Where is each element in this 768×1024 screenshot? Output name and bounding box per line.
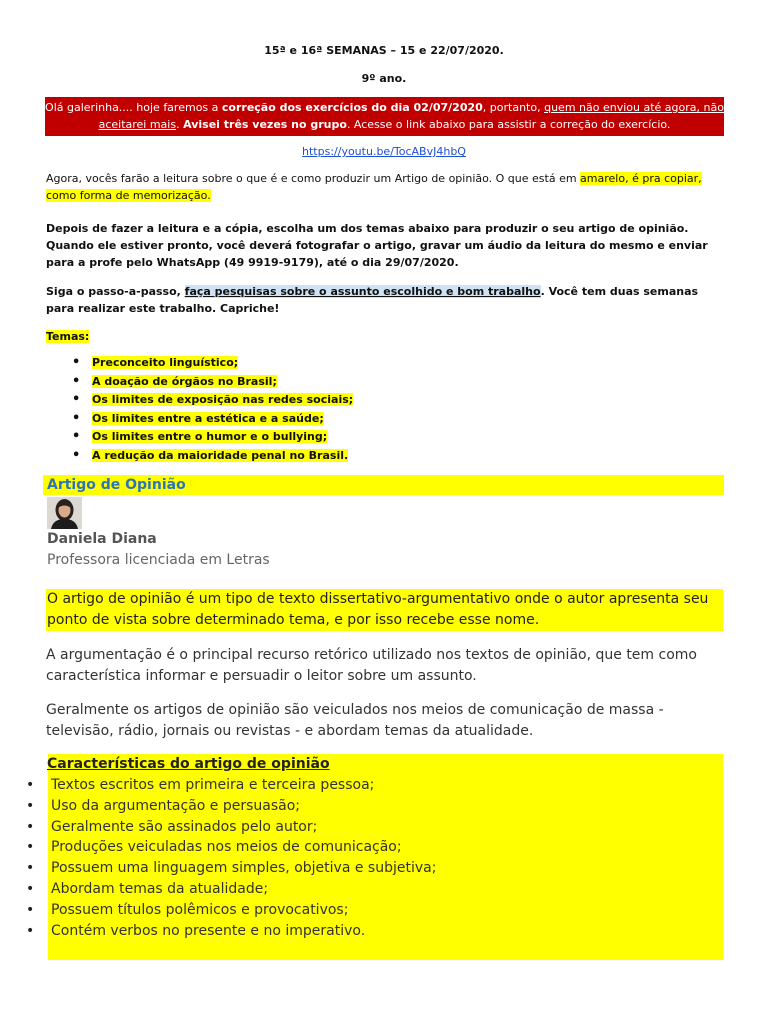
alert-banner (45, 97, 724, 136)
list-item: • Abordam temas da atualidade; (26, 879, 436, 900)
list-item: • Textos escritos em primeira e terceira pessoa; (26, 775, 436, 796)
list-item: • Produções veiculadas nos meios de comunicação; (26, 837, 436, 858)
author-avatar (47, 497, 82, 529)
list-item: • A doação de órgãos no Brasil; (72, 373, 353, 392)
list-item: • Preconceito linguístico; (72, 354, 353, 373)
alert-text: , portanto, (482, 101, 545, 114)
list-item: • Uso da argumentação e persuasão; (26, 796, 436, 817)
list-item: • Os limites de exposição nas redes sociais; (72, 391, 353, 410)
alert-text: . Acesse o link abaixo para assistir a correção do exercício. (346, 118, 671, 131)
list-item: • Geralmente são assinados pelo autor; (26, 817, 436, 838)
article-paragraph: Geralmente os artigos de opinião são veiculados nos meios de comunicação de massa - televisão, rádio, jornais ou revistas - e abordam temas da atualidade. (46, 702, 664, 739)
instructions-paragraph: Depois de fazer a leitura e a cópia, escolha um dos temas abaixo para produzir o seu artigo de opinião. Quando ele estiver pronto, você deverá fotografar o artigo, gravar um áudio da leitura do mesmo e enviar para a profe pelo WhatsApp (49 9919-9179), até o dia 29/07/2020. (46, 222, 708, 269)
steps-paragraph (46, 283, 726, 317)
alert-text: . (176, 118, 184, 131)
page-title: 15ª e 16ª SEMANAS – 15 e 22/07/2020. (264, 44, 504, 57)
temas-label: Temas: (46, 330, 90, 343)
intro-highlight: amarelo, é pra copiar, como forma de memorização. (46, 172, 702, 202)
list-item: • Os limites entre a estética e a saúde; (72, 410, 353, 429)
list-item: • Possuem títulos polêmicos e provocativos; (26, 900, 436, 921)
grade-label: 9º ano. (361, 72, 407, 85)
article-paragraph: A argumentação é o principal recurso retórico utilizado nos textos de opinião, que tem como característica informar e persuadir o leitor sobre um assunto. (46, 647, 697, 684)
temas-list (72, 354, 353, 465)
characteristics-title: Características do artigo de opinião (47, 756, 330, 772)
steps-highlight: faça pesquisas sobre o assunto escolhido e bom trabalho (184, 285, 541, 298)
youtube-link[interactable]: https://youtu.be/TocABvJ4hbQ (302, 145, 466, 158)
characteristics-list (26, 775, 436, 941)
alert-underlined-text: quem não enviou até agora, não aceitarei mais (98, 101, 724, 131)
list-item: • Contém verbos no presente e no imperativo. (26, 921, 436, 942)
alert-bold-text: correção dos exercícios do dia 02/07/2020 (221, 101, 483, 114)
author-role: Professora licenciada em Letras (47, 552, 270, 568)
list-item: • Possuem uma linguagem simples, objetiva e subjetiva; (26, 858, 436, 879)
intro-text: Agora, vocês farão a leitura sobre o que é e como produzir um Artigo de opinião. O que está em (46, 172, 581, 185)
list-item: • Os limites entre o humor e o bullying; (72, 428, 353, 447)
steps-text: . Você tem duas semanas para realizar este trabalho. Capriche! (46, 285, 699, 315)
alert-text: Olá galerinha.... hoje faremos a (45, 101, 222, 114)
alert-bold-text: Avisei três vezes no grupo (183, 118, 347, 131)
author-name: Daniela Diana (47, 531, 157, 547)
steps-text: Siga o passo-a-passo, (46, 285, 185, 298)
article-paragraph: O artigo de opinião é um tipo de texto dissertativo-argumentativo onde o autor apresenta seu ponto de vista sobre determinado tema, e por isso recebe esse nome. (46, 589, 723, 631)
intro-paragraph (46, 170, 726, 204)
section-heading: Artigo de Opinião (43, 475, 724, 495)
list-item: • A redução da maioridade penal no Brasil. (72, 447, 353, 466)
